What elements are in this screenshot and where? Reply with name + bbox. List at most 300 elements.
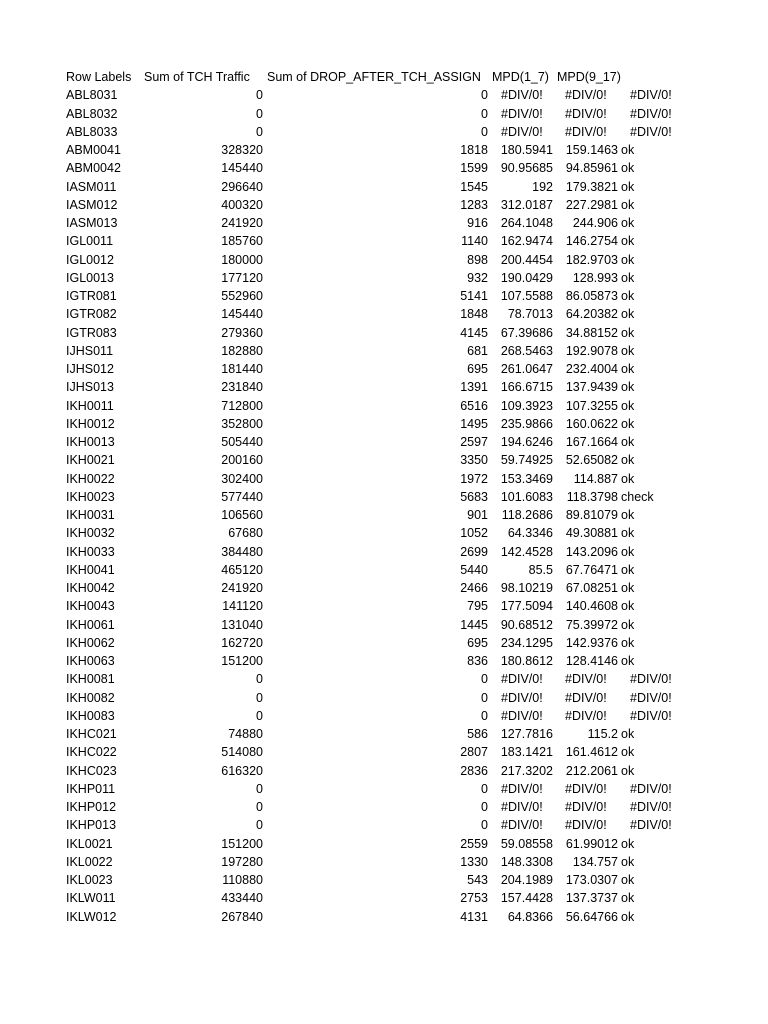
drop-after-cell[interactable]: 4145 bbox=[460, 325, 488, 340]
status-cell[interactable]: ok bbox=[621, 471, 635, 486]
status-cell[interactable]: ok bbox=[621, 252, 635, 267]
drop-after-cell[interactable]: 901 bbox=[467, 508, 488, 522]
mpd-9-17-cell[interactable]: 137.9439 bbox=[565, 380, 618, 395]
drop-after-cell[interactable]: 2699 bbox=[460, 544, 488, 559]
status-cell[interactable]: ok bbox=[621, 216, 635, 230]
header-mpd-9-17[interactable]: MPD(9_17) bbox=[557, 70, 621, 84]
mpd-1-7-cell[interactable]: #DIV/0! bbox=[501, 818, 543, 833]
mpd-1-7-cell[interactable]: 217.3202 bbox=[500, 763, 553, 778]
header-row-labels[interactable]: Row Labels bbox=[66, 70, 132, 84]
drop-after-cell[interactable]: 2597 bbox=[460, 435, 488, 449]
drop-after-cell[interactable]: 0 bbox=[481, 124, 488, 139]
mpd-1-7-cell[interactable]: 101.6083 bbox=[500, 489, 553, 504]
table-row bbox=[0, 324, 768, 342]
tch-traffic-cell[interactable]: 0 bbox=[256, 124, 263, 139]
status-cell[interactable]: ok bbox=[621, 289, 635, 303]
row-label-cell[interactable]: IKH0043 bbox=[66, 599, 115, 614]
mpd-9-17-cell[interactable]: 49.30881 bbox=[565, 526, 618, 541]
mpd-9-17-cell[interactable]: 86.05873 bbox=[565, 289, 618, 303]
drop-after-cell[interactable]: 5440 bbox=[460, 562, 488, 577]
mpd-9-17-cell[interactable]: #DIV/0! bbox=[565, 88, 607, 103]
mpd-9-17-cell[interactable]: 67.76471 bbox=[565, 562, 618, 577]
status-cell[interactable]: ok bbox=[621, 909, 635, 924]
table-row bbox=[0, 652, 768, 670]
status-cell[interactable]: ok bbox=[621, 435, 635, 449]
row-label-cell[interactable]: IKL0023 bbox=[66, 873, 113, 887]
tch-traffic-cell[interactable]: 74880 bbox=[228, 727, 263, 741]
header-mpd-1-7[interactable]: MPD(1_7) bbox=[492, 70, 549, 84]
status-cell[interactable]: #DIV/0! bbox=[630, 781, 672, 796]
mpd-9-17-cell[interactable]: 232.4004 bbox=[565, 362, 618, 376]
mpd-9-17-cell[interactable]: 244.906 bbox=[572, 216, 618, 230]
status-cell[interactable]: ok bbox=[621, 362, 635, 376]
drop-after-cell[interactable]: 916 bbox=[467, 216, 488, 230]
status-cell[interactable]: ok bbox=[621, 343, 635, 358]
mpd-9-17-cell[interactable]: 115.2 bbox=[587, 727, 618, 741]
drop-after-cell[interactable]: 5141 bbox=[460, 289, 488, 303]
mpd-9-17-cell[interactable]: #DIV/0! bbox=[565, 124, 607, 139]
mpd-1-7-cell[interactable]: #DIV/0! bbox=[501, 88, 543, 103]
row-label-cell[interactable]: IKH0041 bbox=[66, 562, 115, 577]
mpd-1-7-cell[interactable]: 235.9866 bbox=[500, 416, 553, 431]
drop-after-cell[interactable]: 1283 bbox=[460, 197, 488, 212]
mpd-1-7-cell[interactable]: 234.1295 bbox=[500, 635, 553, 650]
mpd-9-17-cell[interactable]: 107.3255 bbox=[565, 398, 618, 413]
row-label-cell[interactable]: ABL8033 bbox=[66, 124, 118, 139]
mpd-9-17-cell[interactable]: #DIV/0! bbox=[565, 818, 607, 833]
tch-traffic-cell[interactable]: 151200 bbox=[221, 836, 263, 851]
drop-after-cell[interactable]: 932 bbox=[467, 270, 488, 285]
drop-after-cell[interactable]: 2466 bbox=[460, 581, 488, 595]
drop-after-cell[interactable]: 5683 bbox=[460, 489, 488, 504]
mpd-9-17-cell[interactable]: #DIV/0! bbox=[565, 708, 607, 723]
status-cell[interactable]: ok bbox=[621, 836, 635, 851]
status-cell[interactable]: ok bbox=[621, 453, 635, 468]
mpd-1-7-cell[interactable]: #DIV/0! bbox=[501, 708, 543, 723]
drop-after-cell[interactable]: 4131 bbox=[460, 909, 488, 924]
mpd-9-17-cell[interactable]: 56.64766 bbox=[565, 909, 618, 924]
tch-traffic-cell[interactable]: 241920 bbox=[221, 216, 263, 230]
drop-after-cell[interactable]: 1445 bbox=[460, 617, 488, 632]
tch-traffic-cell[interactable]: 267840 bbox=[221, 909, 263, 924]
row-label-cell[interactable]: IKH0083 bbox=[66, 708, 115, 723]
mpd-1-7-cell[interactable]: 109.3923 bbox=[500, 398, 553, 413]
status-cell[interactable]: ok bbox=[621, 854, 635, 869]
row-label-cell[interactable]: ABL8032 bbox=[66, 106, 118, 121]
mpd-1-7-cell[interactable]: 312.0187 bbox=[500, 197, 553, 212]
mpd-1-7-cell[interactable]: 64.8366 bbox=[507, 909, 553, 924]
mpd-1-7-cell[interactable]: #DIV/0! bbox=[501, 106, 543, 121]
row-label-cell[interactable]: ABM0041 bbox=[66, 143, 121, 157]
drop-after-cell[interactable]: 2807 bbox=[460, 745, 488, 760]
row-label-cell[interactable]: IKH0031 bbox=[66, 508, 115, 522]
status-cell[interactable]: ok bbox=[621, 873, 635, 887]
tch-traffic-cell[interactable]: 352800 bbox=[221, 416, 263, 431]
drop-after-cell[interactable]: 543 bbox=[467, 873, 488, 887]
drop-after-cell[interactable]: 2836 bbox=[460, 763, 488, 778]
mpd-9-17-cell[interactable]: 167.1664 bbox=[565, 435, 618, 449]
status-cell[interactable]: ok bbox=[621, 544, 635, 559]
drop-after-cell[interactable]: 795 bbox=[467, 599, 488, 614]
row-label-cell[interactable]: IKH0022 bbox=[66, 471, 115, 486]
row-label-cell[interactable]: IJHS012 bbox=[66, 362, 114, 376]
table-row bbox=[0, 141, 768, 159]
row-label-cell[interactable]: IASM012 bbox=[66, 197, 118, 212]
row-label-cell[interactable]: IKHC022 bbox=[66, 745, 117, 760]
status-cell[interactable]: ok bbox=[621, 143, 635, 157]
mpd-9-17-cell[interactable]: 137.3737 bbox=[565, 891, 618, 906]
mpd-1-7-cell[interactable]: 59.08558 bbox=[500, 836, 553, 851]
table-row bbox=[0, 397, 768, 415]
mpd-9-17-cell[interactable]: 52.65082 bbox=[565, 453, 618, 468]
mpd-9-17-cell[interactable]: 161.4612 bbox=[565, 745, 618, 760]
status-cell[interactable]: ok bbox=[621, 581, 635, 595]
status-cell[interactable]: ok bbox=[621, 508, 635, 522]
mpd-1-7-cell[interactable]: 59.74925 bbox=[500, 453, 553, 468]
drop-after-cell[interactable]: 1495 bbox=[460, 416, 488, 431]
mpd-1-7-cell[interactable]: 194.6246 bbox=[500, 435, 553, 449]
row-label-cell[interactable]: IJHS013 bbox=[66, 380, 114, 395]
mpd-9-17-cell[interactable]: 118.3798 bbox=[566, 489, 618, 504]
tch-traffic-cell[interactable]: 200160 bbox=[221, 453, 263, 468]
drop-after-cell[interactable]: 1599 bbox=[460, 161, 488, 176]
row-label-cell[interactable]: IKH0013 bbox=[66, 435, 115, 449]
status-cell[interactable]: ok bbox=[621, 325, 635, 340]
mpd-9-17-cell[interactable]: 142.9376 bbox=[565, 635, 618, 650]
drop-after-cell[interactable]: 2753 bbox=[460, 891, 488, 906]
mpd-1-7-cell[interactable]: 118.2686 bbox=[501, 508, 553, 522]
row-label-cell[interactable]: IGTR081 bbox=[66, 289, 117, 303]
status-cell[interactable]: ok bbox=[621, 161, 635, 176]
tch-traffic-cell[interactable]: 712800 bbox=[221, 398, 263, 413]
status-cell[interactable]: #DIV/0! bbox=[630, 690, 672, 705]
status-cell[interactable]: ok bbox=[621, 763, 635, 778]
tch-traffic-cell[interactable]: 177120 bbox=[221, 270, 263, 285]
row-label-cell[interactable]: IKHP013 bbox=[66, 818, 117, 833]
tch-traffic-cell[interactable]: 433440 bbox=[221, 891, 263, 906]
mpd-9-17-cell[interactable]: 227.2981 bbox=[565, 197, 618, 212]
tch-traffic-cell[interactable]: 577440 bbox=[221, 489, 263, 504]
mpd-9-17-cell[interactable]: #DIV/0! bbox=[565, 781, 607, 796]
mpd-1-7-cell[interactable]: 264.1048 bbox=[500, 216, 553, 230]
status-cell[interactable]: ok bbox=[621, 526, 635, 541]
row-label-cell[interactable]: IKHP011 bbox=[66, 781, 116, 796]
drop-after-cell[interactable]: 1330 bbox=[460, 854, 488, 869]
tch-traffic-cell[interactable]: 384480 bbox=[221, 544, 263, 559]
status-cell[interactable]: #DIV/0! bbox=[630, 88, 672, 103]
mpd-1-7-cell[interactable]: #DIV/0! bbox=[501, 800, 543, 814]
drop-after-cell[interactable]: 836 bbox=[467, 654, 488, 668]
mpd-1-7-cell[interactable]: 162.9474 bbox=[500, 234, 553, 249]
drop-after-cell[interactable]: 0 bbox=[481, 708, 488, 723]
tch-traffic-cell[interactable]: 400320 bbox=[221, 197, 263, 212]
drop-after-cell[interactable]: 3350 bbox=[460, 453, 488, 468]
tch-traffic-cell[interactable]: 279360 bbox=[221, 325, 263, 340]
status-cell[interactable]: #DIV/0! bbox=[630, 800, 672, 814]
row-label-cell[interactable]: IKL0022 bbox=[66, 854, 113, 869]
drop-after-cell[interactable]: 1848 bbox=[460, 307, 488, 322]
status-cell[interactable]: ok bbox=[621, 654, 635, 668]
drop-after-cell[interactable]: 6516 bbox=[460, 398, 488, 413]
status-cell[interactable]: check bbox=[621, 489, 654, 504]
mpd-9-17-cell[interactable]: #DIV/0! bbox=[565, 672, 607, 687]
mpd-1-7-cell[interactable]: 261.0647 bbox=[500, 362, 553, 376]
mpd-1-7-cell[interactable]: 166.6715 bbox=[500, 380, 553, 395]
row-label-cell[interactable]: IKH0042 bbox=[66, 581, 115, 595]
mpd-1-7-cell[interactable]: 183.1421 bbox=[500, 745, 553, 760]
mpd-1-7-cell[interactable]: 180.5941 bbox=[500, 143, 553, 157]
tch-traffic-cell[interactable]: 0 bbox=[256, 88, 263, 103]
row-label-cell[interactable]: IJHS011 bbox=[66, 343, 114, 358]
row-label-cell[interactable]: IKHP012 bbox=[66, 800, 117, 814]
mpd-1-7-cell[interactable]: #DIV/0! bbox=[501, 781, 543, 796]
tch-traffic-cell[interactable]: 145440 bbox=[221, 307, 263, 322]
mpd-9-17-cell[interactable]: 75.39972 bbox=[565, 617, 618, 632]
mpd-1-7-cell[interactable]: 64.3346 bbox=[507, 526, 553, 541]
row-label-cell[interactable]: IKH0063 bbox=[66, 654, 115, 668]
tch-traffic-cell[interactable]: 616320 bbox=[221, 763, 263, 778]
mpd-1-7-cell[interactable]: 90.68512 bbox=[500, 617, 553, 632]
tch-traffic-cell[interactable]: 0 bbox=[256, 106, 263, 121]
mpd-9-17-cell[interactable]: 128.4146 bbox=[565, 654, 618, 668]
row-label-cell[interactable]: IASM013 bbox=[66, 216, 118, 230]
row-label-cell[interactable]: IGL0011 bbox=[66, 234, 114, 249]
row-label-cell[interactable]: IKH0081 bbox=[66, 672, 115, 687]
mpd-1-7-cell[interactable]: 180.8612 bbox=[500, 654, 553, 668]
status-cell[interactable]: ok bbox=[621, 599, 635, 614]
tch-traffic-cell[interactable]: 0 bbox=[256, 781, 263, 796]
mpd-1-7-cell[interactable]: 90.95685 bbox=[500, 161, 553, 176]
drop-after-cell[interactable]: 1545 bbox=[460, 179, 488, 194]
status-cell[interactable]: ok bbox=[621, 416, 635, 431]
drop-after-cell[interactable]: 586 bbox=[467, 727, 488, 741]
status-cell[interactable]: ok bbox=[621, 891, 635, 906]
mpd-1-7-cell[interactable]: 204.1989 bbox=[500, 873, 553, 887]
status-cell[interactable]: ok bbox=[621, 234, 635, 249]
mpd-1-7-cell[interactable]: 177.5094 bbox=[500, 599, 553, 614]
table-row bbox=[0, 871, 768, 889]
tch-traffic-cell[interactable]: 0 bbox=[256, 708, 263, 723]
status-cell[interactable]: ok bbox=[621, 635, 635, 650]
header-drop-after-tch-assign[interactable]: Sum of DROP_AFTER_TCH_ASSIGN bbox=[267, 70, 481, 84]
tch-traffic-cell[interactable]: 185760 bbox=[221, 234, 263, 249]
table-row bbox=[0, 634, 768, 652]
mpd-9-17-cell[interactable]: 67.08251 bbox=[565, 581, 618, 595]
status-cell[interactable]: ok bbox=[621, 179, 635, 194]
table-row bbox=[0, 105, 768, 123]
mpd-1-7-cell[interactable]: 200.4454 bbox=[500, 252, 553, 267]
mpd-9-17-cell[interactable]: 179.3821 bbox=[565, 179, 618, 194]
mpd-9-17-cell[interactable]: 34.88152 bbox=[565, 325, 618, 340]
mpd-1-7-cell[interactable]: 157.4428 bbox=[500, 891, 553, 906]
mpd-1-7-cell[interactable]: 142.4528 bbox=[500, 544, 553, 559]
pivot-header-row bbox=[0, 68, 768, 86]
drop-after-cell[interactable]: 1052 bbox=[460, 526, 488, 541]
status-cell[interactable]: #DIV/0! bbox=[630, 124, 672, 139]
mpd-9-17-cell[interactable]: 140.4608 bbox=[565, 599, 618, 614]
row-label-cell[interactable]: IKH0082 bbox=[66, 690, 115, 705]
mpd-1-7-cell[interactable]: 148.3308 bbox=[500, 854, 553, 869]
row-label-cell[interactable]: IKLW011 bbox=[66, 891, 116, 906]
row-label-cell[interactable]: ABL8031 bbox=[66, 88, 118, 103]
drop-after-cell[interactable]: 0 bbox=[481, 106, 488, 121]
drop-after-cell[interactable]: 0 bbox=[481, 672, 488, 687]
mpd-9-17-cell[interactable]: 94.85961 bbox=[565, 161, 618, 176]
status-cell[interactable]: #DIV/0! bbox=[630, 106, 672, 121]
row-label-cell[interactable]: IKH0061 bbox=[66, 617, 115, 632]
drop-after-cell[interactable]: 695 bbox=[467, 635, 488, 650]
tch-traffic-cell[interactable]: 67680 bbox=[228, 526, 263, 541]
table-row bbox=[0, 670, 768, 688]
table-row bbox=[0, 378, 768, 396]
mpd-9-17-cell[interactable]: 64.20382 bbox=[565, 307, 618, 322]
row-label-cell[interactable]: IKH0021 bbox=[66, 453, 115, 468]
tch-traffic-cell[interactable]: 0 bbox=[256, 672, 263, 687]
mpd-1-7-cell[interactable]: 107.5588 bbox=[500, 289, 553, 303]
drop-after-cell[interactable]: 898 bbox=[467, 252, 488, 267]
mpd-9-17-cell[interactable]: 89.81079 bbox=[565, 508, 618, 522]
mpd-9-17-cell[interactable]: #DIV/0! bbox=[565, 106, 607, 121]
tch-traffic-cell[interactable]: 505440 bbox=[221, 435, 263, 449]
tch-traffic-cell[interactable]: 106560 bbox=[221, 508, 263, 522]
tch-traffic-cell[interactable]: 141120 bbox=[222, 599, 263, 614]
status-cell[interactable]: #DIV/0! bbox=[630, 708, 672, 723]
status-cell[interactable]: ok bbox=[621, 380, 635, 395]
mpd-1-7-cell[interactable]: 67.39686 bbox=[500, 325, 553, 340]
status-cell[interactable]: ok bbox=[621, 562, 635, 577]
tch-traffic-cell[interactable]: 162720 bbox=[221, 635, 263, 650]
mpd-1-7-cell[interactable]: 127.7816 bbox=[500, 727, 553, 741]
mpd-1-7-cell[interactable]: 268.5463 bbox=[500, 343, 553, 358]
mpd-9-17-cell[interactable]: 182.9703 bbox=[565, 252, 618, 267]
status-cell[interactable]: #DIV/0! bbox=[630, 818, 672, 833]
status-cell[interactable]: ok bbox=[621, 398, 635, 413]
mpd-1-7-cell[interactable]: 192 bbox=[532, 179, 553, 194]
table-row bbox=[0, 214, 768, 232]
mpd-1-7-cell[interactable]: 85.5 bbox=[528, 562, 553, 577]
tch-traffic-cell[interactable]: 131040 bbox=[221, 617, 263, 632]
tch-traffic-cell[interactable]: 0 bbox=[256, 690, 263, 705]
tch-traffic-cell[interactable]: 465120 bbox=[221, 562, 263, 577]
status-cell[interactable]: ok bbox=[621, 617, 635, 632]
mpd-9-17-cell[interactable]: 173.0307 bbox=[565, 873, 618, 887]
drop-after-cell[interactable]: 1140 bbox=[461, 234, 488, 249]
mpd-9-17-cell[interactable]: 192.9078 bbox=[565, 343, 618, 358]
tch-traffic-cell[interactable]: 0 bbox=[256, 800, 263, 814]
row-label-cell[interactable]: IKH0032 bbox=[66, 526, 115, 541]
mpd-9-17-cell[interactable]: 146.2754 bbox=[565, 234, 618, 249]
mpd-1-7-cell[interactable]: #DIV/0! bbox=[501, 672, 543, 687]
mpd-9-17-cell[interactable]: 61.99012 bbox=[565, 836, 618, 851]
drop-after-cell[interactable]: 0 bbox=[481, 88, 488, 103]
table-row bbox=[0, 524, 768, 542]
mpd-1-7-cell[interactable]: 153.3469 bbox=[500, 471, 553, 486]
mpd-9-17-cell[interactable]: 159.1463 bbox=[565, 143, 618, 157]
drop-after-cell[interactable]: 1391 bbox=[460, 380, 488, 395]
row-label-cell[interactable]: IGTR082 bbox=[66, 307, 117, 322]
row-label-cell[interactable]: IGL0013 bbox=[66, 270, 114, 285]
table-row bbox=[0, 762, 768, 780]
mpd-1-7-cell[interactable]: 98.10219 bbox=[500, 581, 553, 595]
tch-traffic-cell[interactable]: 552960 bbox=[221, 289, 263, 303]
tch-traffic-cell[interactable]: 514080 bbox=[221, 745, 263, 760]
row-label-cell[interactable]: IKL0021 bbox=[66, 836, 113, 851]
row-label-cell[interactable]: IKLW012 bbox=[66, 909, 117, 924]
mpd-9-17-cell[interactable]: 134.757 bbox=[572, 854, 618, 869]
tch-traffic-cell[interactable]: 197280 bbox=[221, 854, 263, 869]
table-row bbox=[0, 488, 768, 506]
row-label-cell[interactable]: IKHC023 bbox=[66, 763, 117, 778]
row-label-cell[interactable]: IKH0012 bbox=[66, 416, 115, 431]
row-label-cell[interactable]: IKH0033 bbox=[66, 544, 115, 559]
tch-traffic-cell[interactable]: 145440 bbox=[221, 161, 263, 176]
drop-after-cell[interactable]: 681 bbox=[467, 343, 488, 358]
table-row bbox=[0, 305, 768, 323]
row-label-cell[interactable]: IGTR083 bbox=[66, 325, 117, 340]
mpd-1-7-cell[interactable]: 190.0429 bbox=[500, 270, 553, 285]
row-label-cell[interactable]: IKHC021 bbox=[66, 727, 117, 741]
row-label-cell[interactable]: IKH0062 bbox=[66, 635, 115, 650]
drop-after-cell[interactable]: 2559 bbox=[460, 836, 488, 851]
row-label-cell[interactable]: ABM0042 bbox=[66, 161, 121, 176]
mpd-9-17-cell[interactable]: 128.993 bbox=[572, 270, 618, 285]
drop-after-cell[interactable]: 695 bbox=[467, 362, 488, 376]
table-row bbox=[0, 232, 768, 250]
tch-traffic-cell[interactable]: 181440 bbox=[221, 362, 263, 376]
tch-traffic-cell[interactable]: 110880 bbox=[222, 873, 263, 887]
mpd-9-17-cell[interactable]: #DIV/0! bbox=[565, 800, 607, 814]
row-label-cell[interactable]: IKH0023 bbox=[66, 489, 115, 504]
tch-traffic-cell[interactable]: 302400 bbox=[221, 471, 263, 486]
tch-traffic-cell[interactable]: 182880 bbox=[221, 343, 263, 358]
drop-after-cell[interactable]: 1972 bbox=[460, 471, 488, 486]
tch-traffic-cell[interactable]: 328320 bbox=[221, 143, 263, 157]
drop-after-cell[interactable]: 0 bbox=[481, 781, 488, 796]
status-cell[interactable]: ok bbox=[621, 745, 635, 760]
drop-after-cell[interactable]: 0 bbox=[481, 818, 488, 833]
header-tch-traffic[interactable]: Sum of TCH Traffic bbox=[144, 70, 250, 84]
tch-traffic-cell[interactable]: 0 bbox=[256, 818, 263, 833]
tch-traffic-cell[interactable]: 296640 bbox=[221, 179, 263, 194]
mpd-9-17-cell[interactable]: #DIV/0! bbox=[565, 690, 607, 705]
status-cell[interactable]: ok bbox=[621, 307, 635, 322]
tch-traffic-cell[interactable]: 241920 bbox=[221, 581, 263, 595]
mpd-1-7-cell[interactable]: 78.7013 bbox=[507, 307, 553, 322]
tch-traffic-cell[interactable]: 180000 bbox=[221, 252, 263, 267]
status-cell[interactable]: ok bbox=[621, 727, 635, 741]
table-row bbox=[0, 616, 768, 634]
row-label-cell[interactable]: IASM011 bbox=[66, 179, 117, 194]
tch-traffic-cell[interactable]: 231840 bbox=[221, 380, 263, 395]
mpd-9-17-cell[interactable]: 114.887 bbox=[573, 471, 618, 486]
drop-after-cell[interactable]: 1818 bbox=[460, 143, 488, 157]
drop-after-cell[interactable]: 0 bbox=[481, 690, 488, 705]
tch-traffic-cell[interactable]: 151200 bbox=[221, 654, 263, 668]
drop-after-cell[interactable]: 0 bbox=[481, 800, 488, 814]
mpd-9-17-cell[interactable]: 160.0622 bbox=[565, 416, 618, 431]
mpd-9-17-cell[interactable]: 143.2096 bbox=[565, 544, 618, 559]
status-cell[interactable]: ok bbox=[621, 270, 635, 285]
mpd-1-7-cell[interactable]: #DIV/0! bbox=[501, 690, 543, 705]
status-cell[interactable]: ok bbox=[621, 197, 635, 212]
status-cell[interactable]: #DIV/0! bbox=[630, 672, 672, 687]
table-row bbox=[0, 269, 768, 287]
row-label-cell[interactable]: IKH0011 bbox=[66, 398, 114, 413]
mpd-9-17-cell[interactable]: 212.2061 bbox=[565, 763, 618, 778]
mpd-1-7-cell[interactable]: #DIV/0! bbox=[501, 124, 543, 139]
row-label-cell[interactable]: IGL0012 bbox=[66, 252, 114, 267]
table-row bbox=[0, 798, 768, 816]
